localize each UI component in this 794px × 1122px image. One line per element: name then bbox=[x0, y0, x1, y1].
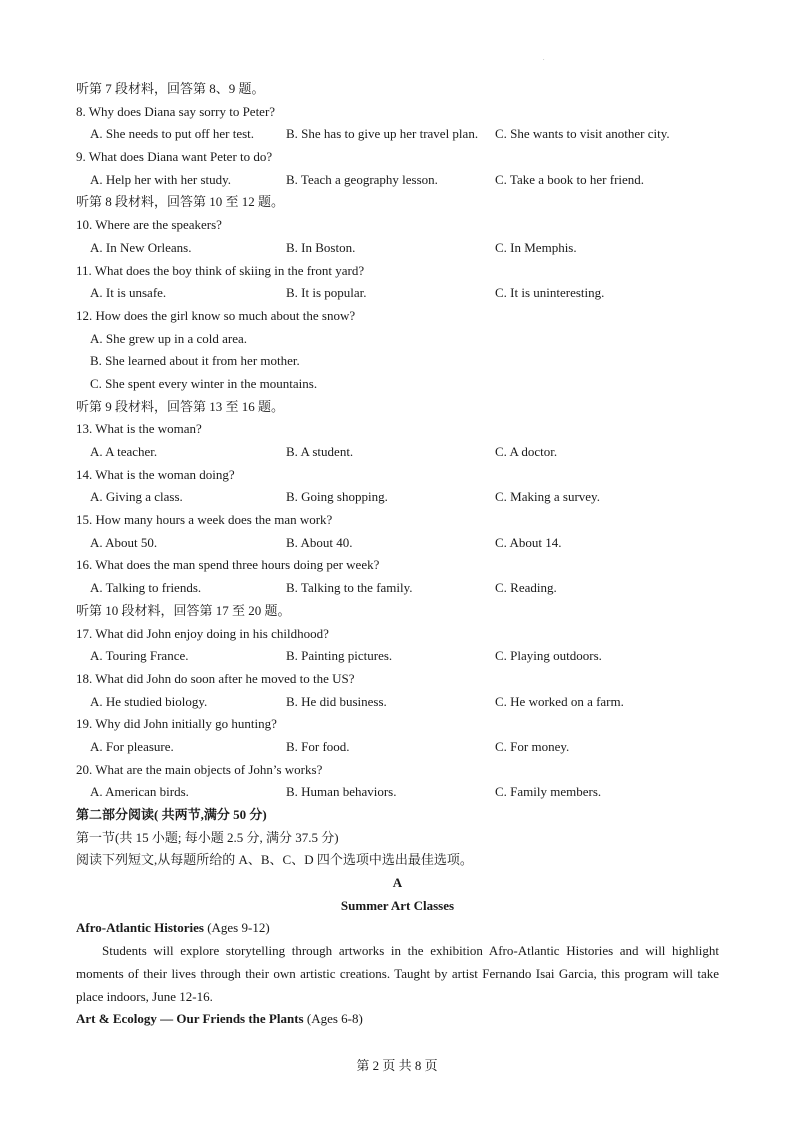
question-line: 20. What are the main objects of John’s works? bbox=[76, 761, 323, 777]
option-a: A. In New Orleans. bbox=[90, 239, 192, 255]
question-line: 15. How many hours a week does the man work? bbox=[76, 512, 333, 528]
question-line: 8. Why does Diana say sorry to Peter? bbox=[76, 103, 276, 119]
option-b: B. Going shopping. bbox=[286, 489, 388, 505]
option-a: A. For pleasure. bbox=[90, 738, 174, 754]
option-b: B. Teach a geography lesson. bbox=[286, 171, 438, 187]
options-row bbox=[76, 123, 719, 146]
passage-heading: A bbox=[392, 875, 403, 891]
class-ages: (Ages 6-8) bbox=[303, 1011, 363, 1027]
option-c: C. Family members. bbox=[495, 784, 602, 800]
class-title bbox=[76, 1008, 719, 1031]
class-ages: (Ages 9-12) bbox=[203, 920, 270, 936]
question-line: 18. What did John do soon after he moved to the US? bbox=[76, 670, 355, 686]
option-b: B. In Boston. bbox=[286, 239, 356, 255]
option-b: B. Human behaviors. bbox=[286, 784, 397, 800]
options-row bbox=[76, 486, 719, 509]
page-content bbox=[76, 78, 719, 1031]
option-c: C. Making a survey. bbox=[495, 489, 600, 505]
option-c: C. She wants to visit another city. bbox=[495, 126, 670, 142]
option-line: C. She spent every winter in the mountains. bbox=[90, 375, 318, 391]
option-c: C. Playing outdoors. bbox=[495, 648, 602, 664]
options-row bbox=[76, 441, 719, 464]
option-a: A. About 50. bbox=[90, 534, 158, 550]
option-b: B. A student. bbox=[286, 444, 354, 459]
options-row bbox=[76, 781, 719, 804]
section-heading: 第二部分阅读( 共两节,满分 50 分) bbox=[76, 807, 267, 822]
option-c: C. Reading. bbox=[495, 580, 557, 596]
option-b: B. She has to give up her travel plan. bbox=[286, 126, 479, 142]
scan-dot: . bbox=[543, 56, 545, 62]
option-c: C. A doctor. bbox=[495, 444, 558, 459]
option-c: C. Take a book to her friend. bbox=[495, 171, 645, 187]
passage-paragraph: Students will explore storytelling through artworks in the exhibition Afro-Atlantic Histories and will highlight moments of their lives through their own artistic creations. Taught by artist Fernando Isai Garcia, this program will take place indoors, June 12-16. bbox=[76, 943, 719, 1004]
options-row bbox=[76, 169, 719, 192]
question-line: 9. What does Diana want Peter to do? bbox=[76, 149, 273, 165]
instruction-line: 听第 8 段材料，回答第 10 至 12 题。 bbox=[76, 194, 285, 210]
option-b: B. About 40. bbox=[286, 534, 353, 550]
options-row bbox=[76, 532, 719, 555]
option-line: B. She learned about it from her mother. bbox=[90, 353, 300, 369]
option-b: B. It is popular. bbox=[286, 285, 367, 301]
page-footer: 第 2 页 共 8 页 bbox=[356, 1058, 438, 1073]
option-a: A. He studied biology. bbox=[90, 693, 208, 709]
option-a: A. Touring France. bbox=[90, 648, 189, 664]
options-row bbox=[76, 691, 719, 714]
instruction-line: 第一节(共 15 小题; 每小题 2.5 分, 满分 37.5 分) bbox=[76, 829, 339, 845]
option-c: C. For money. bbox=[495, 738, 570, 754]
passage-heading: Summer Art Classes bbox=[340, 897, 455, 913]
options-row bbox=[76, 645, 719, 668]
instruction-line: 听第 9 段材料，回答第 13 至 16 题。 bbox=[76, 398, 285, 414]
question-line: 16. What does the man spend three hours doing per week? bbox=[76, 557, 380, 573]
question-line: 13. What is the woman? bbox=[76, 421, 202, 437]
question-line: 17. What did John enjoy doing in his childhood? bbox=[76, 625, 329, 641]
option-a: A. Giving a class. bbox=[90, 489, 183, 505]
option-b: B. Painting pictures. bbox=[286, 648, 393, 664]
question-line: 19. Why did John initially go hunting? bbox=[76, 716, 277, 732]
option-b: B. Talking to the family. bbox=[286, 580, 413, 596]
option-line: A. She grew up in a cold area. bbox=[90, 330, 248, 346]
instruction-line: 听第 10 段材料，回答第 17 至 20 题。 bbox=[76, 602, 291, 618]
option-c: C. In Memphis. bbox=[495, 239, 577, 255]
instruction-line: 阅读下列短文,从每题所给的 A、B、C、D 四个选项中选出最佳选项。 bbox=[76, 852, 473, 868]
option-a: A. American birds. bbox=[90, 784, 189, 800]
instruction-line: 听第 7 段材料，回答第 8、9 题。 bbox=[76, 81, 265, 96]
question-line: 12. How does the girl know so much about the snow? bbox=[76, 307, 356, 323]
option-a: A. A teacher. bbox=[90, 444, 158, 459]
option-a: A. She needs to put off her test. bbox=[90, 126, 255, 142]
options-row bbox=[76, 237, 719, 260]
option-c: C. About 14. bbox=[495, 534, 562, 550]
class-name: Afro-Atlantic Histories bbox=[76, 920, 204, 936]
options-row bbox=[76, 282, 719, 305]
option-a: A. Talking to friends. bbox=[90, 580, 202, 596]
question-line: 10. Where are the speakers? bbox=[76, 217, 222, 233]
option-c: C. It is uninteresting. bbox=[495, 285, 605, 301]
option-a: A. It is unsafe. bbox=[90, 285, 167, 301]
class-name: Art & Ecology — Our Friends the Plants bbox=[76, 1011, 304, 1027]
option-b: B. For food. bbox=[286, 738, 350, 754]
option-c: C. He worked on a farm. bbox=[495, 693, 624, 709]
option-a: A. Help her with her study. bbox=[90, 171, 232, 187]
option-b: B. He did business. bbox=[286, 693, 387, 709]
question-line: 11. What does the boy think of skiing in the front yard? bbox=[76, 262, 365, 278]
question-line: 14. What is the woman doing? bbox=[76, 466, 235, 482]
class-title bbox=[76, 917, 719, 940]
options-row bbox=[76, 577, 719, 600]
options-row bbox=[76, 736, 719, 759]
